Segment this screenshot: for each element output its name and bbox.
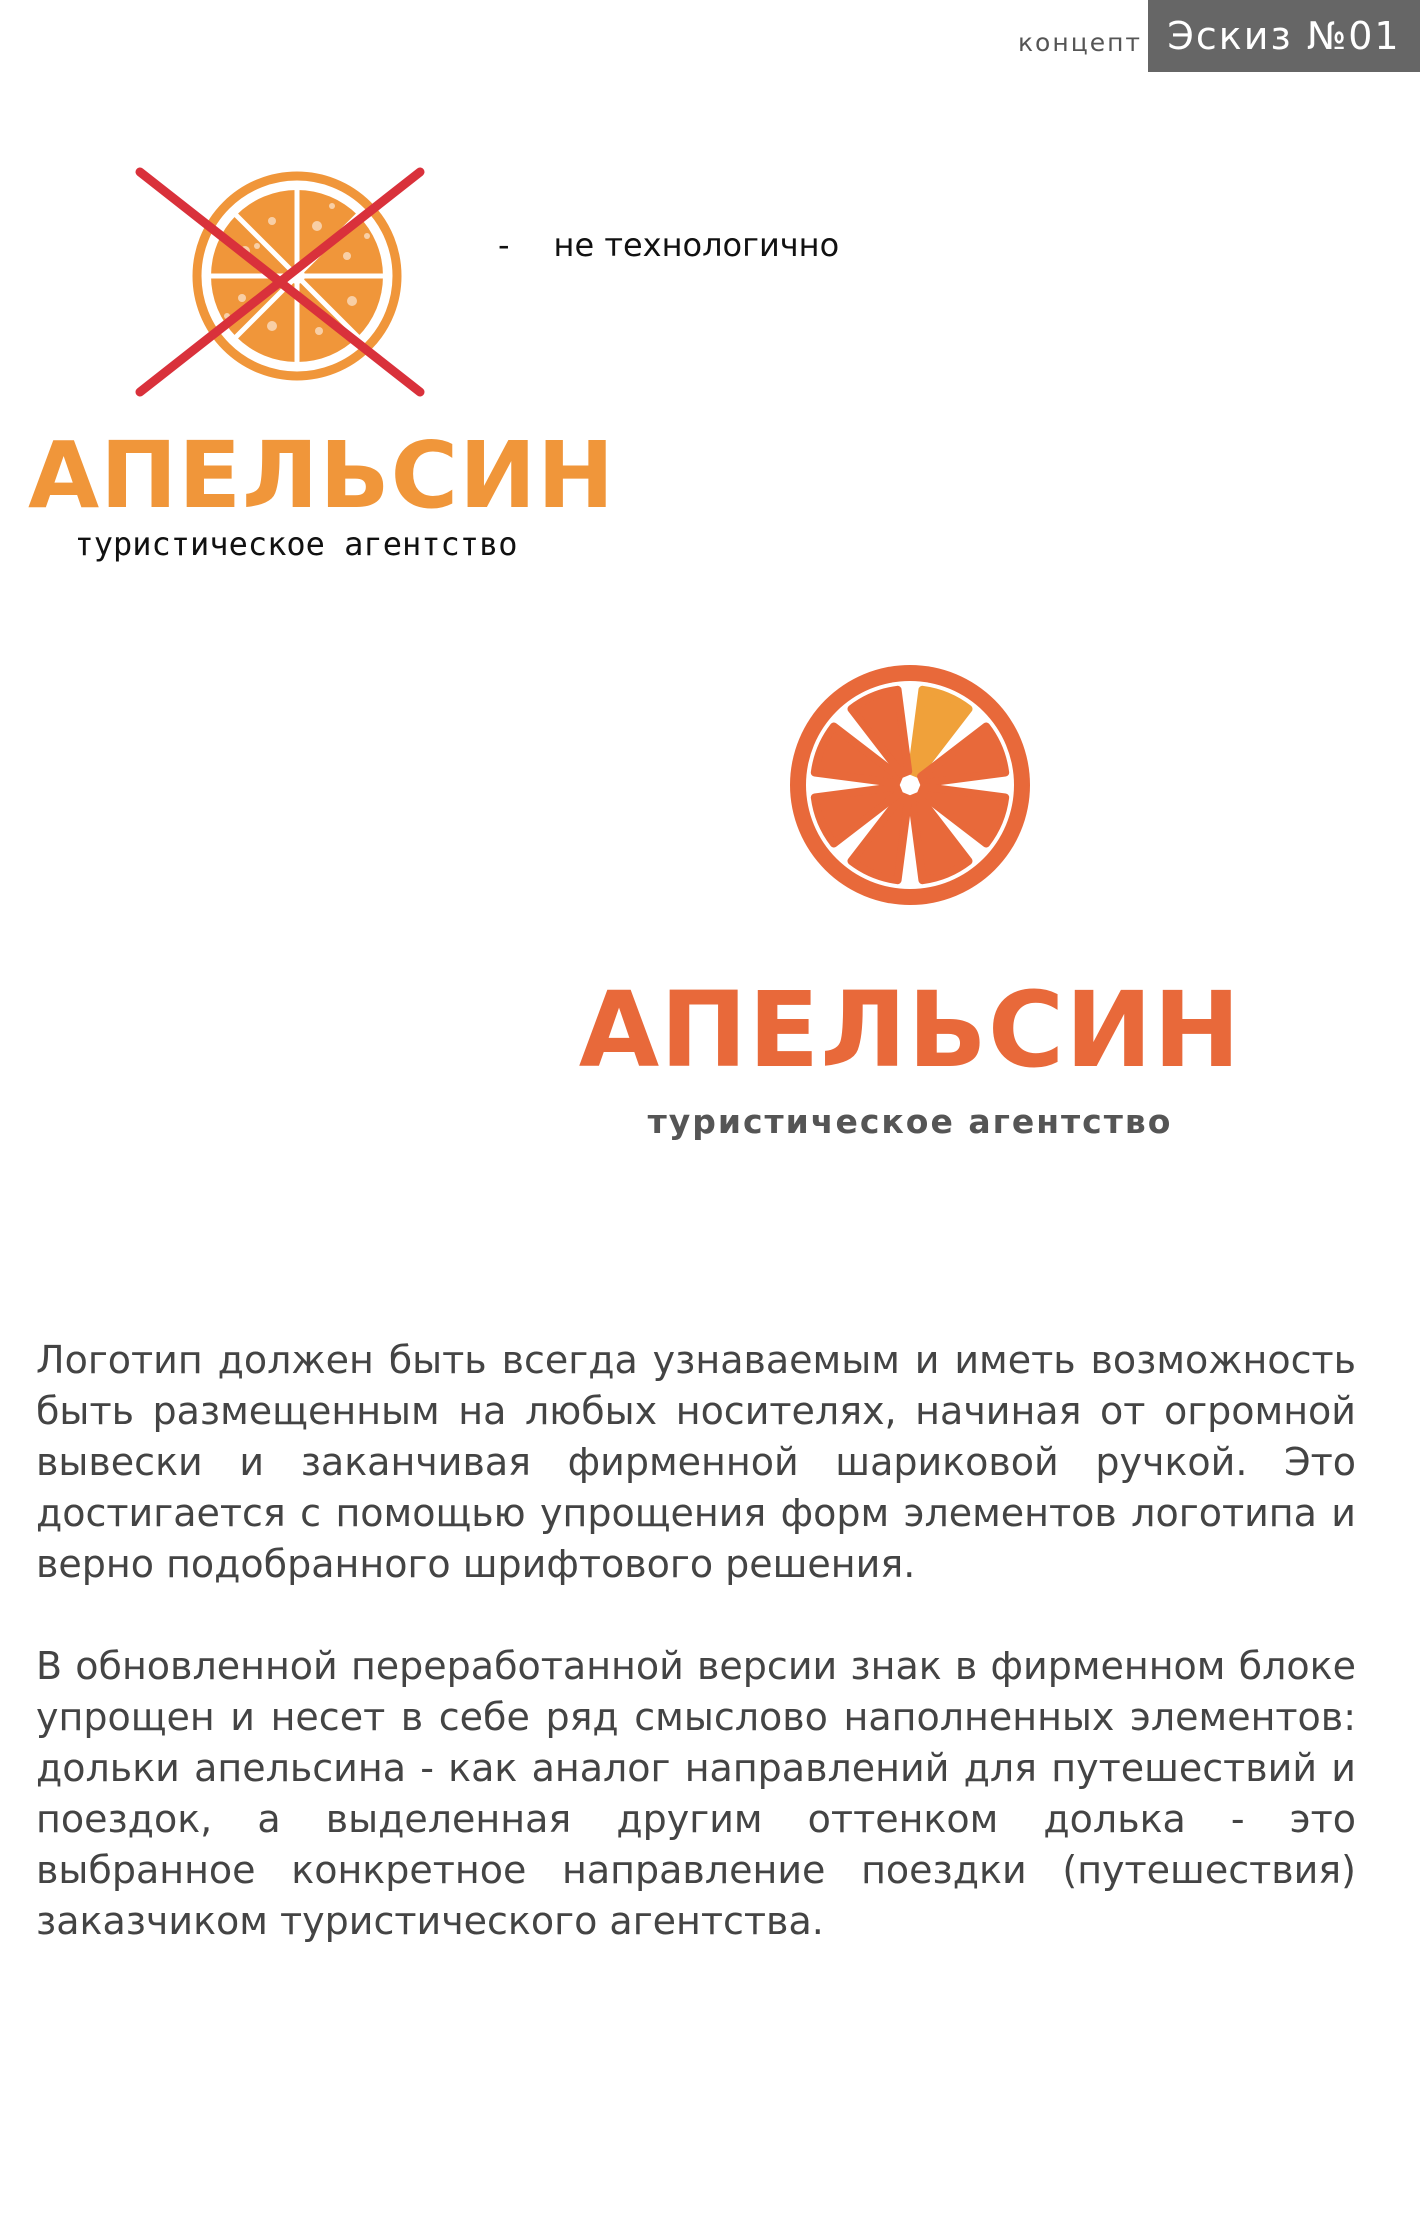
old-logo-tagline: туристическое агентство bbox=[74, 525, 518, 563]
old-logo bbox=[28, 160, 616, 580]
note-dash: - bbox=[498, 226, 510, 264]
old-orange-emblem bbox=[28, 160, 548, 460]
new-logo-tagline: туристическое агентство bbox=[647, 1102, 1173, 1141]
sketch-tag: Эскиз №01 bbox=[1148, 0, 1420, 72]
concept-label: концепт bbox=[1017, 28, 1142, 57]
description-paragraph-1: Логотип должен быть всегда узнаваемым и иметь возможность быть размещенным на любых носителях, начиная от огромной вывески и заканчивая фирменной шариковой ручкой. Это достигается с помощью упрощения форм элементов логотипа и верно подобранного шрифтового решения. bbox=[36, 1338, 1356, 1586]
description bbox=[36, 1335, 1356, 1998]
note-text: не технологично bbox=[553, 226, 840, 264]
old-logo-name: АПЕЛЬСИН bbox=[28, 422, 616, 529]
rejection-note bbox=[498, 226, 839, 264]
new-orange-emblem bbox=[560, 660, 1260, 960]
new-logo-name: АПЕЛЬСИН bbox=[578, 969, 1242, 1091]
description-paragraph-2: В обновленной переработанной версии знак в фирменном блоке упрощен и несет в себе ряд смыслово наполненных элементов: дольки апельсина - как аналог направлений для путешествий и поездок, а выделенная другим оттенком долька - это выбранное конкретное направление поездки (путешествия) заказчиком туристического агентства. bbox=[36, 1644, 1356, 1943]
new-logo bbox=[560, 660, 1260, 1180]
